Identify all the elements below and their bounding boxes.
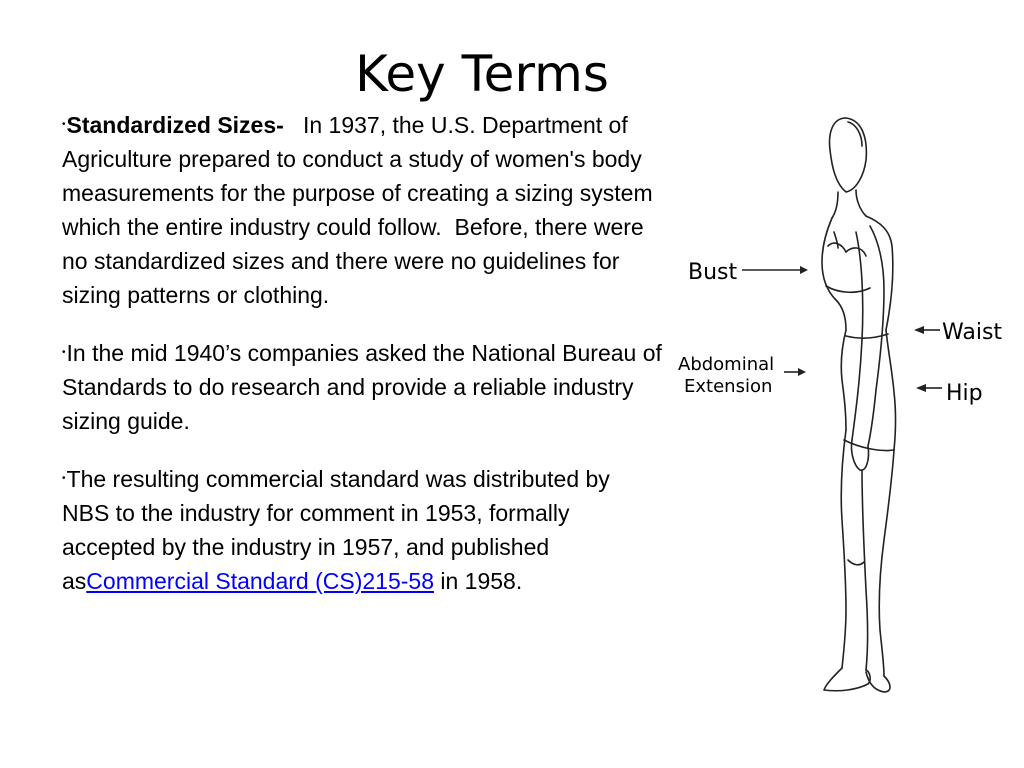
- bullet-dot: •: [62, 473, 66, 484]
- paragraph-standardized-sizes: [62, 108, 662, 312]
- label-hip: Hip: [946, 381, 983, 406]
- paragraph-commercial-standard: [62, 462, 662, 598]
- paragraph-text: in 1958.: [434, 568, 523, 594]
- paragraph-text: In the mid 1940’s companies asked the National Bureau of Standards to do research and provide a reliable industry sizing guide.: [62, 340, 662, 434]
- slide-body: [62, 108, 662, 598]
- female-silhouette-drawing: [822, 118, 896, 692]
- label-waist: Waist: [942, 320, 1003, 345]
- paragraph-mid-1940s: [62, 336, 662, 438]
- label-extension: Extension: [684, 376, 773, 397]
- bullet-dot: •: [62, 119, 66, 130]
- slide-title: Key Terms: [355, 45, 609, 103]
- bullet-dot: •: [62, 347, 66, 358]
- label-bust: Bust: [688, 260, 738, 285]
- body-measurement-figure: [672, 108, 1024, 708]
- paragraph-text: The resulting commercial standard was distributed by NBS to the industry for comment in 1953, formally accepted by the industry in 1957, and published as: [62, 466, 610, 594]
- paragraph-text: In 1937, the U.S. Department of Agriculture prepared to conduct a study of women's body measurements for the purpose of creating a sizing system which the entire industry could follow. Before, there were no standardized sizes and there were no guidelines for sizing patterns or clothing.: [62, 112, 660, 308]
- commercial-standard-link[interactable]: Commercial Standard (CS)215-58: [86, 568, 434, 594]
- label-abdominal: Abdominal: [678, 354, 775, 375]
- term-standardized-sizes: Standardized Sizes-: [66, 112, 284, 138]
